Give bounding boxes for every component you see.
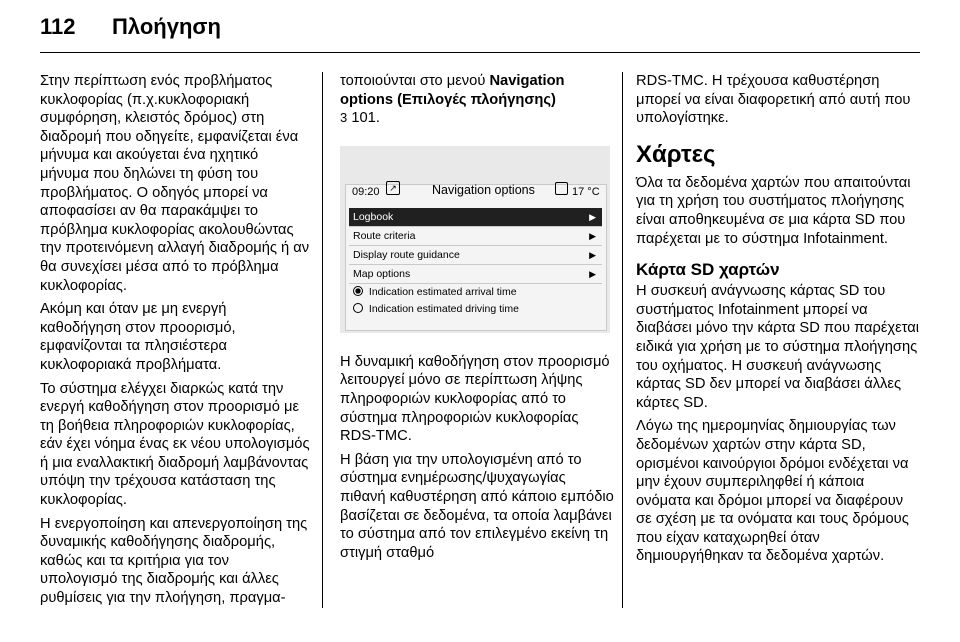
clock: 09:20 [352, 185, 380, 198]
chevron-right-icon: ▶ [589, 230, 596, 241]
paragraph: RDS-TMC. Η τρέχουσα καθυστέρηση μπορεί να είναι διαφορετική από αυτή που υπολογίστηκε. [636, 73, 911, 127]
subsection-heading-sd-card: Κάρτα SD χαρτών [636, 260, 780, 280]
paragraph: Λόγω της ημερομηνίας δημιουργίας των δεδομένων χαρτών στην κάρτα SD, ορισμένοι καινούργιοι δρόμοι ενδέχεται να μην έχουν συμπεριληφθεί ή κάποια ονόματα και δρόμοι μπορεί να διαφέρουν σε σχέση με τα ονόματα και τους δρόμους που είχαν καταχωρηθεί όταν δημιουργήθηκαν τα δεδομένα χαρτών. [636, 418, 909, 565]
menu-item-route-criteria[interactable] [349, 227, 602, 246]
chevron-right-icon: ▶ [589, 211, 596, 222]
cross-reference-arrow-icon: 3 [340, 110, 348, 126]
paragraph: Η ενεργοποίηση και απενεργοποίηση της δυναμικής καθοδήγησης διαδρομής, καθώς και τα κριτήρια για τον υπολογισμό της διαδρομής και άλλες ρυθμίσεις για την πλοήγηση, πραγμα- [40, 515, 308, 607]
radio-driving-time[interactable] [349, 301, 602, 318]
header-rule [40, 52, 920, 53]
chevron-right-icon: ▶ [589, 268, 596, 279]
menu-item-label: Map options [353, 267, 411, 280]
cross-reference-page[interactable]: 101. [351, 110, 380, 127]
chapter-title: Πλοήγηση [112, 14, 221, 39]
paragraph: Ακόμη και όταν με μη ενεργή καθοδήγηση στον προορισμό, εμφανίζονται τα πλησιέστερα κυκλοφοριακά προβλήματα. [40, 301, 236, 373]
paragraph [340, 72, 615, 128]
screen-header [352, 179, 602, 201]
column-divider [322, 72, 323, 608]
paragraph: Στην περίπτωση ενός προβλήματος κυκλοφορίας (π.χ.κυκλοφοριακή συμφόρηση, κλειστός δρόμος) στη διαδρομή που οδηγείτε, εμφανίζεται ένα μήνυμα και ακούγεται ένα ηχητικό μήνυμα που δηλώνει τη φύση του προβλήματος. Ο οδηγός μπορεί να αποφασίσει αν θα παρακάμψει το πρόβλημα κυκλοφορίας ακολουθώντας την προτεινόμενη αλλαγή διαδρομής ή αν θα συνεχίσει μέσα από το πρόβλημα κυκλοφορίας. [40, 73, 310, 294]
infotainment-screen [345, 184, 607, 331]
menu-reference: Navigation options (Επιλογές πλοήγησης) [340, 73, 565, 108]
menu-item-label: Route criteria [353, 229, 416, 242]
radio-label: Indication estimated driving time [368, 302, 519, 315]
menu-item-label: Display route guidance [353, 248, 460, 261]
paragraph: Η βάση για την υπολογισμένη από το σύστημα ενημέρωσης/ψυχαγωγίας πιθανή καθυστέρηση από κάποιο εμπόδιο βασίζεται σε δεδομένα, τα οποία λαμβάνει το σύστημα από τον επιλεγμένο εκείνη τη στιγμή σταθμό [340, 451, 614, 561]
temperature-icon [555, 182, 568, 195]
menu-item-map-options[interactable] [349, 265, 602, 284]
paragraph: Η συσκευή ανάγνωσης κάρτας SD του συστήματος Infotainment μπορεί να διαβάσει μόνο την κάρτα SD που παρέχεται ειδικά για χρήση με το σύστημα πλοήγησης του οχήματος. Η συσκευή ανάγνωσης κάρτας SD δεν μπορεί να διαβάσει άλλες κάρτες SD. [636, 283, 920, 411]
page-number: 112 [40, 14, 76, 39]
column-2 [340, 72, 615, 567]
radio-arrival-time[interactable] [349, 284, 602, 301]
paragraph: Η δυναμική καθοδήγηση στον προορισμό λειτουργεί μόνο σε περίπτωση λήψης πληροφοριών κυκλοφορίας από το σύστημα πληροφοριών κυκλοφορίας RDS-TMC. [340, 353, 610, 445]
paragraph-continuation: τοποιούνται στο μενού [340, 73, 486, 89]
temperature: 17 °C [572, 185, 600, 198]
column-3 [636, 72, 920, 571]
chevron-right-icon: ▶ [589, 249, 596, 260]
radio-checked-icon [353, 286, 363, 296]
column-1 [40, 72, 310, 613]
options-menu [349, 208, 602, 318]
screen-title: Navigation options [432, 182, 535, 197]
paragraph: Όλα τα δεδομένα χαρτών που απαιτούνται για τη χρήση του συστήματος πλοήγησης είναι αποθηκευμένα σε μια κάρτα SD που παρέχεται με το σύστημα Infotainment. [636, 174, 911, 247]
navigation-icon: ↗ [386, 181, 400, 195]
page-header [0, 0, 960, 52]
menu-item-logbook[interactable] [349, 208, 602, 227]
paragraph: Το σύστημα ελέγχει διαρκώς κατά την ενεργή καθοδήγηση στον προορισμό με τη βοήθεια πληροφοριών κυκλοφορίας, εάν έχει νόημα ένας εκ νέου υπολογισμός ή μια εναλλακτική διαδρομή λαμβάνοντας υπόψη την τρέχουσα κατάσταση της κυκλοφορίας. [40, 380, 310, 509]
section-heading-maps: Χάρτες [636, 140, 716, 168]
radio-label: Indication estimated arrival time [368, 285, 517, 298]
menu-item-label: Logbook [353, 210, 394, 223]
radio-unchecked-icon [353, 303, 363, 313]
navigation-options-screenshot [340, 146, 610, 333]
menu-item-display-route-guidance[interactable] [349, 246, 602, 265]
column-divider [622, 72, 623, 608]
